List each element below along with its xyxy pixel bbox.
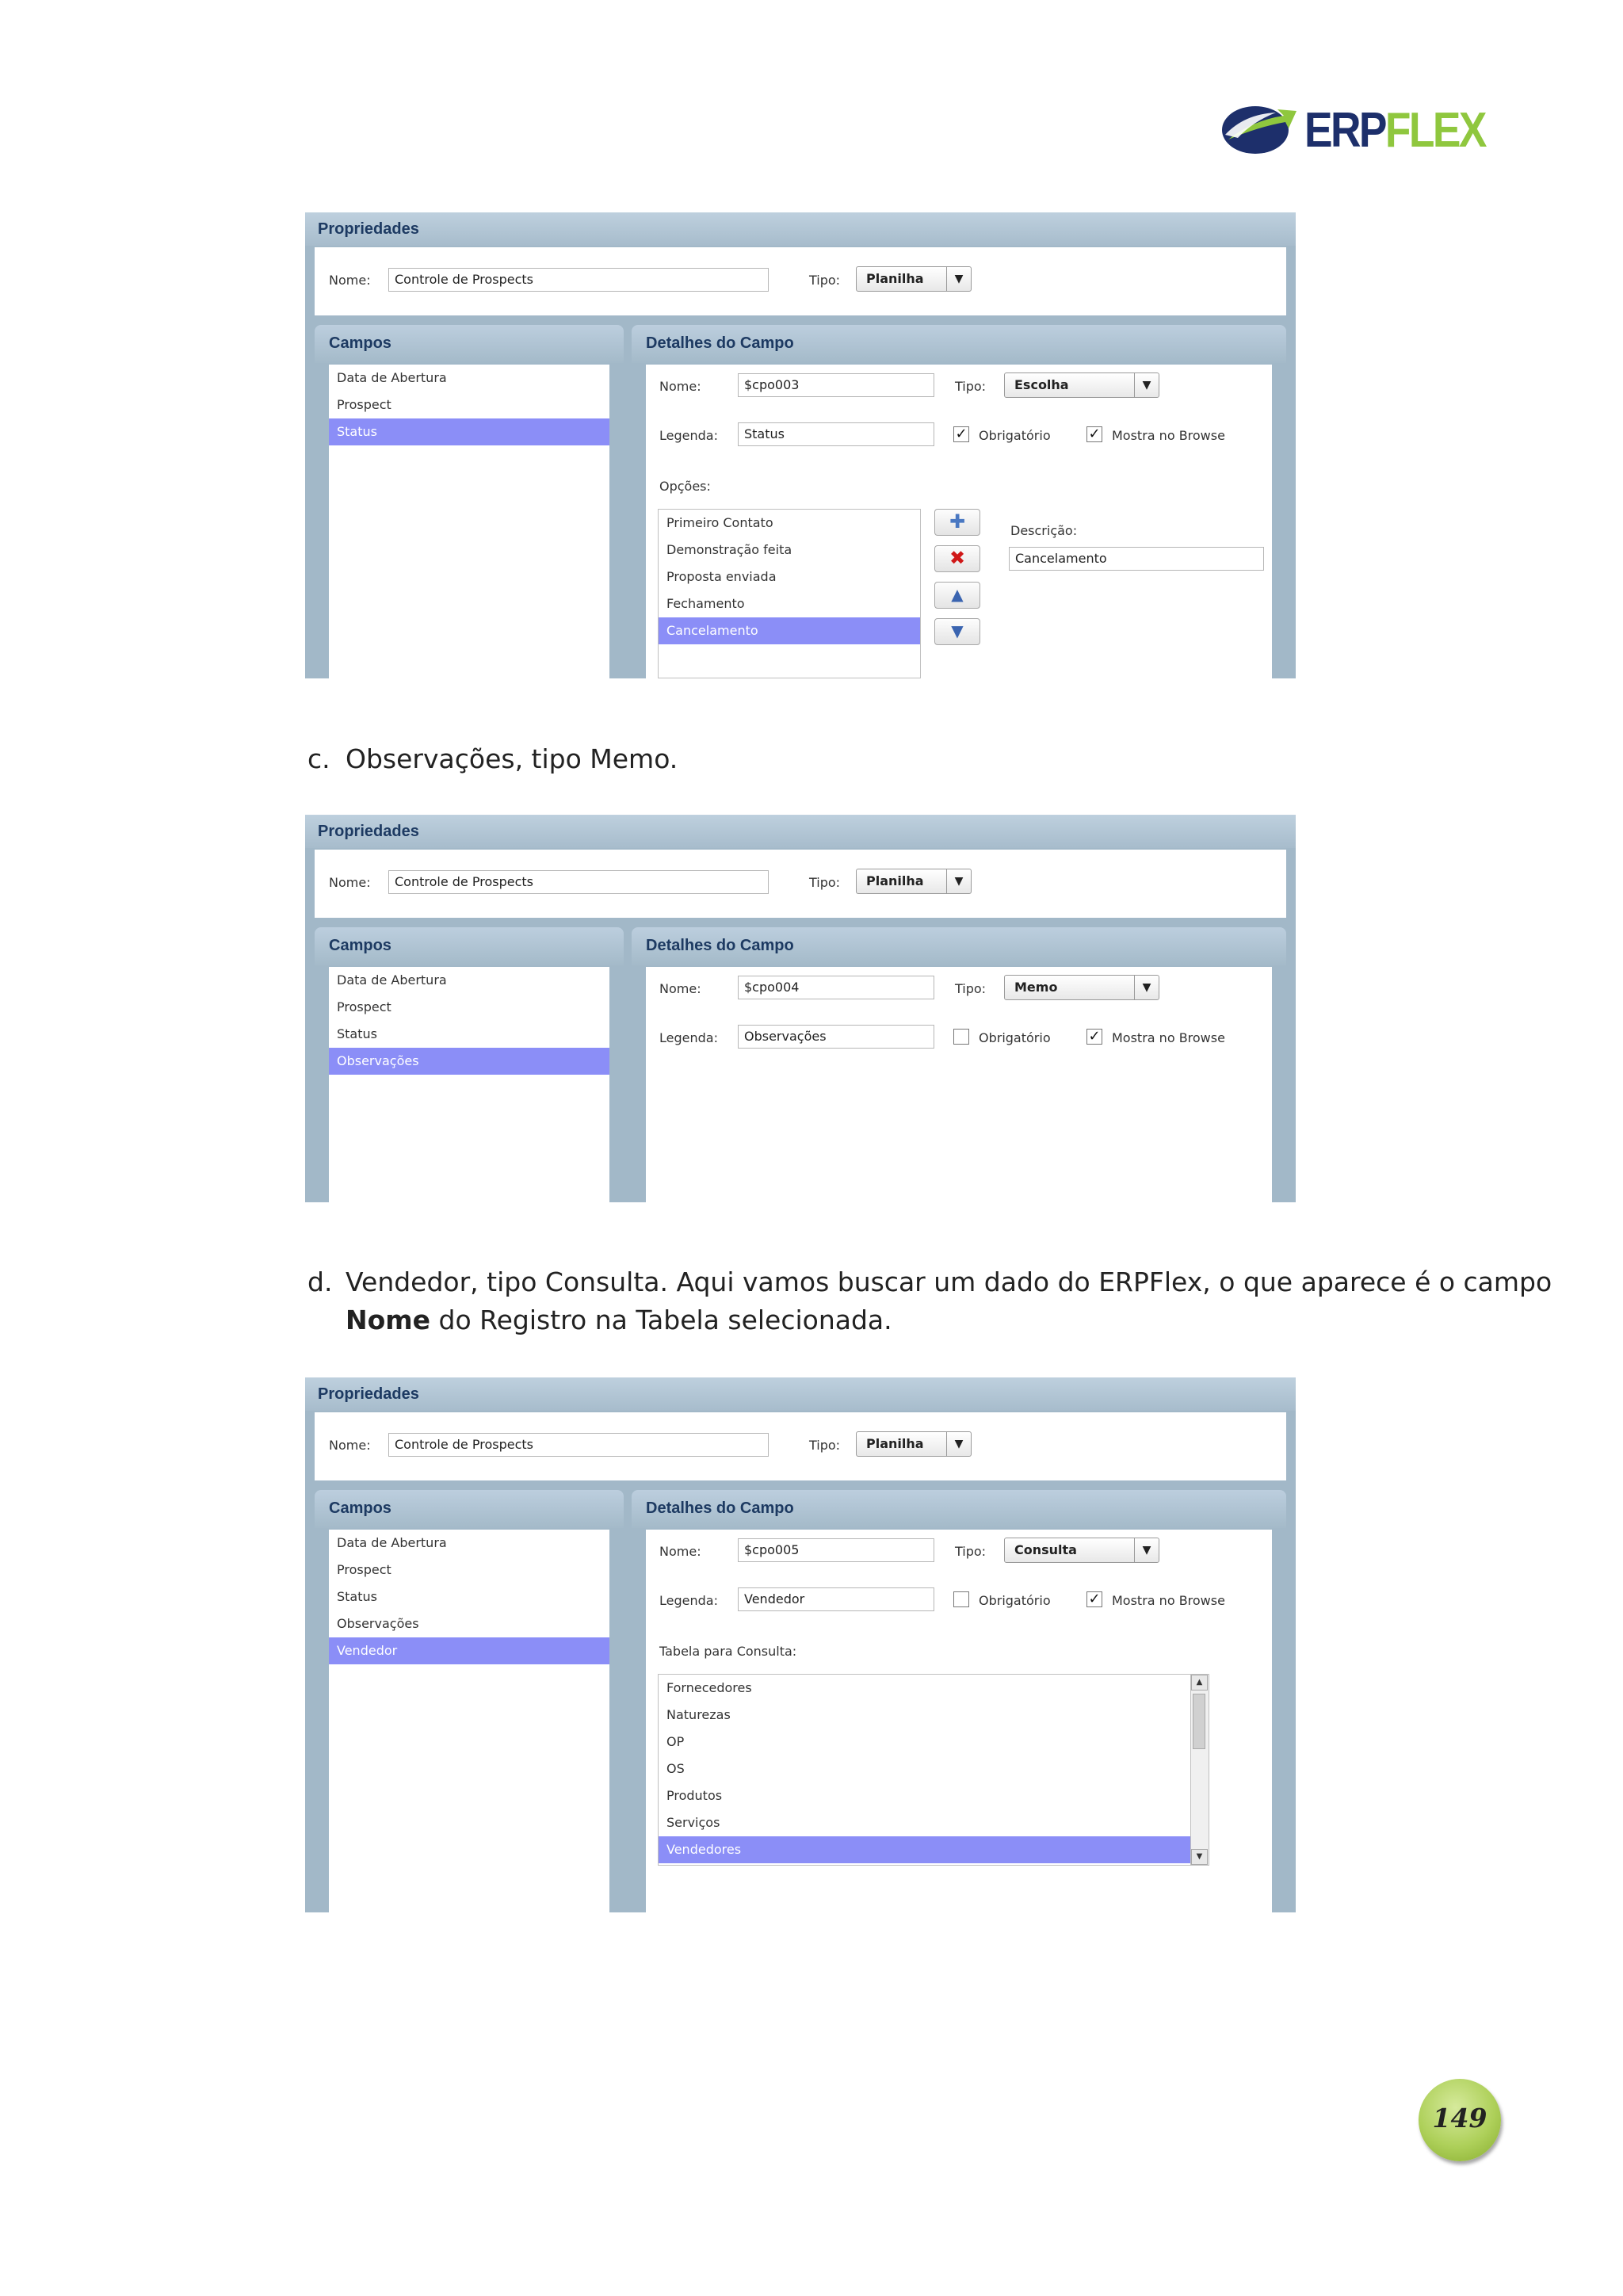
move-down-button[interactable]: [934, 618, 980, 645]
campos-item[interactable]: Prospect: [337, 397, 391, 412]
nome-input[interactable]: Controle de Prospects: [388, 1433, 769, 1457]
chevron-down-icon: ▼: [1134, 373, 1159, 397]
caption-d-line2: Nome do Registro na Tabela selecionada.: [346, 1305, 892, 1335]
det-tipo-select[interactable]: Memo ▼: [1004, 975, 1159, 1000]
obrigatorio-label: Obrigatório: [979, 428, 1051, 443]
properties-window-3: [305, 1377, 1296, 1912]
tipo-select[interactable]: Planilha ▼: [856, 869, 972, 894]
tipo-label: Tipo:: [809, 1438, 841, 1453]
properties-title: Propriedades: [318, 220, 419, 238]
caption-d-line1: d. Vendedor, tipo Consulta. Aqui vamos buscar um dado do ERPFlex, o que aparece é o campo: [307, 1266, 1552, 1297]
campos-item[interactable]: Observações: [337, 1616, 419, 1631]
descricao-input[interactable]: Cancelamento: [1009, 547, 1264, 571]
tabela-consulta-label: Tabela para Consulta:: [659, 1644, 797, 1659]
campos-title: Campos: [329, 937, 391, 954]
opcoes-list[interactable]: [658, 509, 921, 678]
chevron-down-icon: ▼: [1134, 976, 1159, 999]
obrigatorio-checkbox[interactable]: ✓: [953, 426, 969, 442]
tipo-select[interactable]: Planilha ▼: [856, 1431, 972, 1457]
obrigatorio-checkbox[interactable]: [953, 1029, 969, 1045]
det-tipo-select[interactable]: Consulta ▼: [1004, 1538, 1159, 1563]
descricao-label: Descrição:: [1010, 523, 1078, 538]
tipo-label: Tipo:: [809, 273, 841, 288]
tabela-item-selected[interactable]: Vendedores: [659, 1836, 1191, 1863]
logo-swoosh-icon: [1220, 98, 1300, 162]
opcao-item[interactable]: Primeiro Contato: [666, 515, 773, 530]
opcao-item[interactable]: Demonstração feita: [666, 542, 792, 557]
move-up-button[interactable]: [934, 582, 980, 609]
opcao-item[interactable]: Fechamento: [666, 596, 745, 611]
campos-list: [329, 967, 609, 1202]
nome-input[interactable]: Controle de Prospects: [388, 870, 769, 894]
properties-header: [305, 212, 1296, 246]
legenda-label: Legenda:: [659, 1593, 718, 1608]
properties-window-2: [305, 815, 1296, 1202]
det-nome-input[interactable]: $cpo004: [738, 976, 934, 999]
nome-label: Nome:: [329, 273, 371, 288]
tabela-item[interactable]: Fornecedores: [666, 1680, 752, 1695]
det-tipo-label: Tipo:: [955, 981, 987, 996]
det-tipo-select[interactable]: Escolha ▼: [1004, 372, 1159, 398]
properties-window-1: [305, 212, 1296, 678]
det-nome-label: Nome:: [659, 1544, 701, 1559]
opcao-item[interactable]: Proposta enviada: [666, 569, 777, 584]
properties-header: [305, 1377, 1296, 1411]
campos-title: Campos: [329, 334, 391, 352]
chevron-down-icon: ▼: [946, 869, 971, 893]
detalhes-title: Detalhes do Campo: [646, 1499, 794, 1517]
opcoes-label: Opções:: [659, 479, 711, 494]
caption-c: c. Observações, tipo Memo.: [307, 743, 678, 774]
campos-list: [329, 365, 609, 678]
plus-icon: ✚: [949, 510, 966, 533]
detalhes-title: Detalhes do Campo: [646, 334, 794, 352]
tabela-item[interactable]: OP: [666, 1734, 685, 1749]
chevron-down-icon: ▼: [946, 267, 971, 291]
page-number-badge: [1419, 2079, 1501, 2161]
mostra-browse-checkbox[interactable]: ✓: [1086, 1591, 1102, 1607]
tipo-select[interactable]: Planilha ▼: [856, 266, 972, 292]
triangle-up-icon: ▲: [951, 585, 964, 604]
tabela-item[interactable]: Produtos: [666, 1788, 723, 1803]
mostra-browse-label: Mostra no Browse: [1112, 1593, 1225, 1608]
tipo-label: Tipo:: [809, 875, 841, 890]
chevron-down-icon: ▼: [1134, 1538, 1159, 1562]
tabela-scrollbar[interactable]: [1190, 1675, 1209, 1865]
properties-title: Propriedades: [318, 1385, 419, 1403]
mostra-browse-label: Mostra no Browse: [1112, 1030, 1225, 1045]
campos-item[interactable]: Data de Abertura: [337, 370, 447, 385]
legenda-label: Legenda:: [659, 428, 718, 443]
erpflex-logo: [1220, 98, 1485, 162]
x-icon: ✖: [949, 547, 966, 569]
legenda-input[interactable]: Status: [738, 422, 934, 446]
scroll-up-icon[interactable]: ▲: [1191, 1675, 1208, 1690]
campos-item[interactable]: Data de Abertura: [337, 1535, 447, 1550]
det-tipo-label: Tipo:: [955, 379, 987, 394]
campos-item-selected[interactable]: Vendedor: [329, 1637, 609, 1664]
mostra-browse-checkbox[interactable]: ✓: [1086, 1029, 1102, 1045]
legenda-input[interactable]: Observações: [738, 1025, 934, 1049]
campos-item-selected[interactable]: Observações: [329, 1048, 609, 1075]
det-nome-input[interactable]: $cpo003: [738, 373, 934, 397]
legenda-input[interactable]: Vendedor: [738, 1587, 934, 1611]
mostra-browse-label: Mostra no Browse: [1112, 428, 1225, 443]
mostra-browse-checkbox[interactable]: ✓: [1086, 426, 1102, 442]
campos-item[interactable]: Prospect: [337, 1562, 391, 1577]
triangle-down-icon: ▼: [951, 621, 964, 640]
scroll-down-icon[interactable]: ▼: [1191, 1849, 1208, 1865]
campos-item[interactable]: Prospect: [337, 999, 391, 1014]
campos-title: Campos: [329, 1499, 391, 1517]
tabela-item[interactable]: Serviços: [666, 1815, 720, 1830]
page-number: 149: [1432, 2103, 1487, 2134]
campos-item[interactable]: Status: [337, 1589, 377, 1604]
det-nome-input[interactable]: $cpo005: [738, 1538, 934, 1562]
logo-text: ERPFLEX: [1304, 103, 1485, 158]
det-nome-label: Nome:: [659, 379, 701, 394]
tabela-item[interactable]: OS: [666, 1761, 685, 1776]
opcao-item-selected[interactable]: Cancelamento: [659, 617, 920, 644]
tabela-consulta-list[interactable]: [658, 1674, 1209, 1866]
chevron-down-icon: ▼: [946, 1432, 971, 1456]
detalhes-body: [646, 967, 1272, 1202]
obrigatorio-label: Obrigatório: [979, 1030, 1051, 1045]
det-tipo-label: Tipo:: [955, 1544, 987, 1559]
det-nome-label: Nome:: [659, 981, 701, 996]
nome-input[interactable]: Controle de Prospects: [388, 268, 769, 292]
campos-item[interactable]: Status: [337, 1026, 377, 1041]
campos-list: [329, 1530, 609, 1912]
obrigatorio-checkbox[interactable]: [953, 1591, 969, 1607]
properties-header: [305, 815, 1296, 848]
nome-label: Nome:: [329, 875, 371, 890]
nome-label: Nome:: [329, 1438, 371, 1453]
scroll-thumb[interactable]: [1193, 1694, 1205, 1749]
delete-option-button[interactable]: [934, 545, 980, 572]
campos-item[interactable]: Data de Abertura: [337, 972, 447, 988]
obrigatorio-label: Obrigatório: [979, 1593, 1051, 1608]
legenda-label: Legenda:: [659, 1030, 718, 1045]
detalhes-title: Detalhes do Campo: [646, 937, 794, 954]
add-option-button[interactable]: [934, 509, 980, 536]
campos-item-selected[interactable]: Status: [329, 418, 609, 445]
properties-title: Propriedades: [318, 823, 419, 840]
tabela-item[interactable]: Naturezas: [666, 1707, 731, 1722]
